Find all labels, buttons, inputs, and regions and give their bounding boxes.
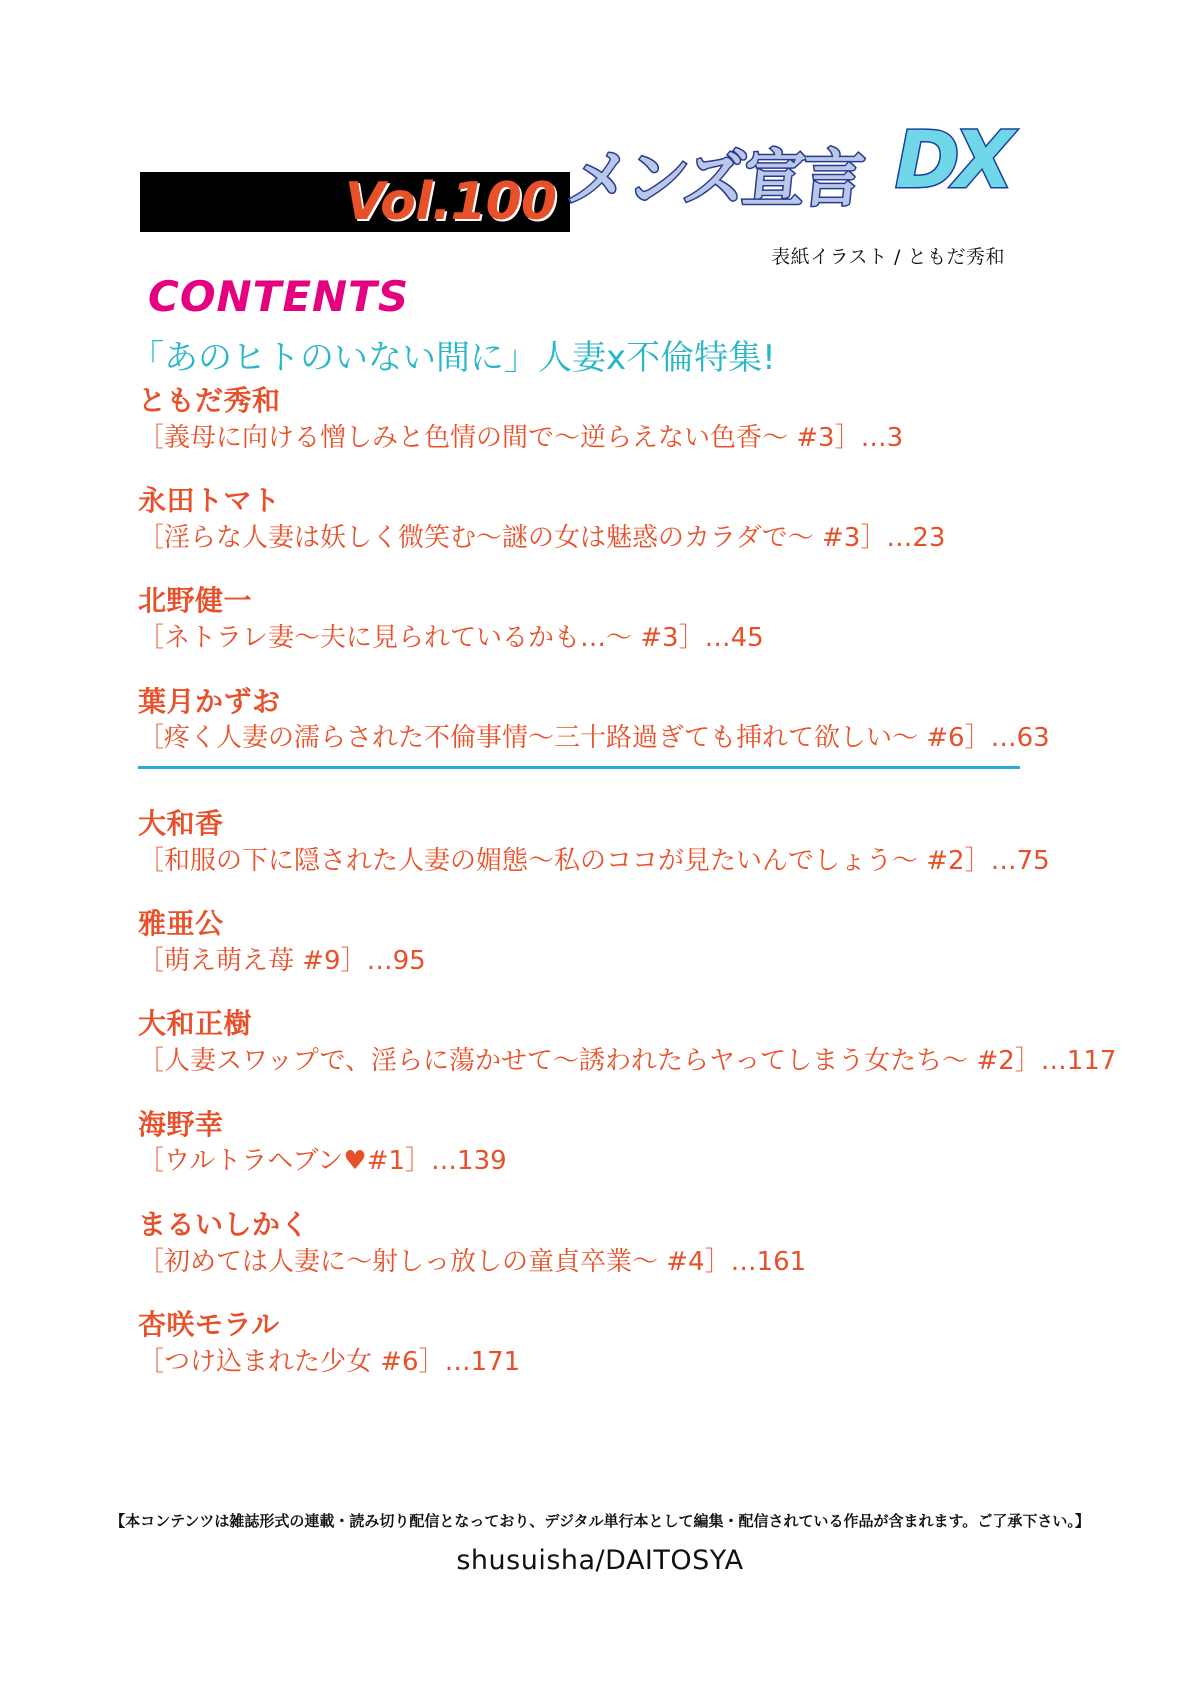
entry-author: 葉月かずお <box>138 684 281 718</box>
logo-dx-text: DX <box>895 116 1008 206</box>
logo-title-text: メンズ宣言 <box>564 142 866 215</box>
entry-author: 大和正樹 <box>138 1007 253 1041</box>
entry-title: ［ウルトラヘブン♥#1］…139 <box>138 1146 507 1177</box>
list-item[interactable] <box>138 582 1088 656</box>
volume-banner <box>140 172 570 232</box>
entry-author: ともだ秀和 <box>138 384 281 417</box>
list-item[interactable] <box>138 1005 1117 1079</box>
contents-list-secondary <box>138 805 1117 1406</box>
entry-author: まるいしかく <box>138 1207 310 1241</box>
contents-list-primary <box>138 382 1088 783</box>
page-title: CONTENTS <box>148 272 410 321</box>
entry-author: 北野健一 <box>138 584 253 618</box>
entry-author: 雅亜公 <box>138 907 224 941</box>
masthead <box>0 110 1200 268</box>
entry-title: ［義母に向ける憎しみと色情の間で～逆らえない色香～ #3］…3 <box>138 422 904 453</box>
entry-author: 大和香 <box>138 807 224 840</box>
list-item[interactable] <box>138 482 1088 556</box>
entry-title: ［人妻スワップで、淫らに蕩かせて～誘われたらヤってしまう女たち～ #2］…117 <box>138 1046 1117 1077</box>
entry-title: ［和服の下に隠された人妻の媚態～私のココが見たいんでしょう～ #2］…75 <box>138 845 1050 876</box>
cover-illustration-credit: 表紙イラスト / ともだ秀和 <box>771 246 1005 268</box>
list-item[interactable] <box>138 905 1088 979</box>
entry-title: ［つけ込まれた少女 #6］…171 <box>138 1346 521 1377</box>
footer-notice: 【本コンテンツは雑誌形式の連載・読み切り配信となっており、デジタル単行本として編集・配信されている作品が含まれます。ご了承下さい。】 <box>110 1512 1090 1530</box>
entry-author: 永田トマト <box>138 484 281 518</box>
entry-title: ［萌え萌え苺 #9］…95 <box>138 945 426 976</box>
volume-label: Vol.100 <box>344 172 556 232</box>
list-item[interactable] <box>138 683 1088 757</box>
entry-author: 海野幸 <box>138 1107 224 1141</box>
magazine-logo <box>560 116 1010 240</box>
section-divider <box>138 766 1020 769</box>
list-item[interactable] <box>138 1306 1088 1380</box>
entry-title: ［初めては人妻に～射しっ放しの童貞卒業～ #4］…161 <box>138 1246 807 1277</box>
entry-title: ［疼く人妻の濡らされた不倫事情～三十路過ぎても挿れて欲しい～ #6］…63 <box>138 723 1050 754</box>
publisher-label: shusuisha/DAITOSYA <box>456 1545 744 1576</box>
entry-title: ［淫らな人妻は妖しく微笑む～謎の女は魅惑のカラダで～ #3］…23 <box>138 522 946 553</box>
list-item[interactable] <box>138 1206 1088 1280</box>
list-item[interactable] <box>138 1106 1088 1180</box>
list-item[interactable] <box>138 382 1088 456</box>
entry-author: 杏咲モラル <box>138 1307 280 1341</box>
feature-subtitle: 「あのヒトのいない間に」人妻x不倫特集! <box>130 338 776 378</box>
list-item[interactable] <box>138 805 1088 879</box>
entry-title: ［ネトラレ妻～夫に見られているかも…～ #3］…45 <box>138 623 764 654</box>
